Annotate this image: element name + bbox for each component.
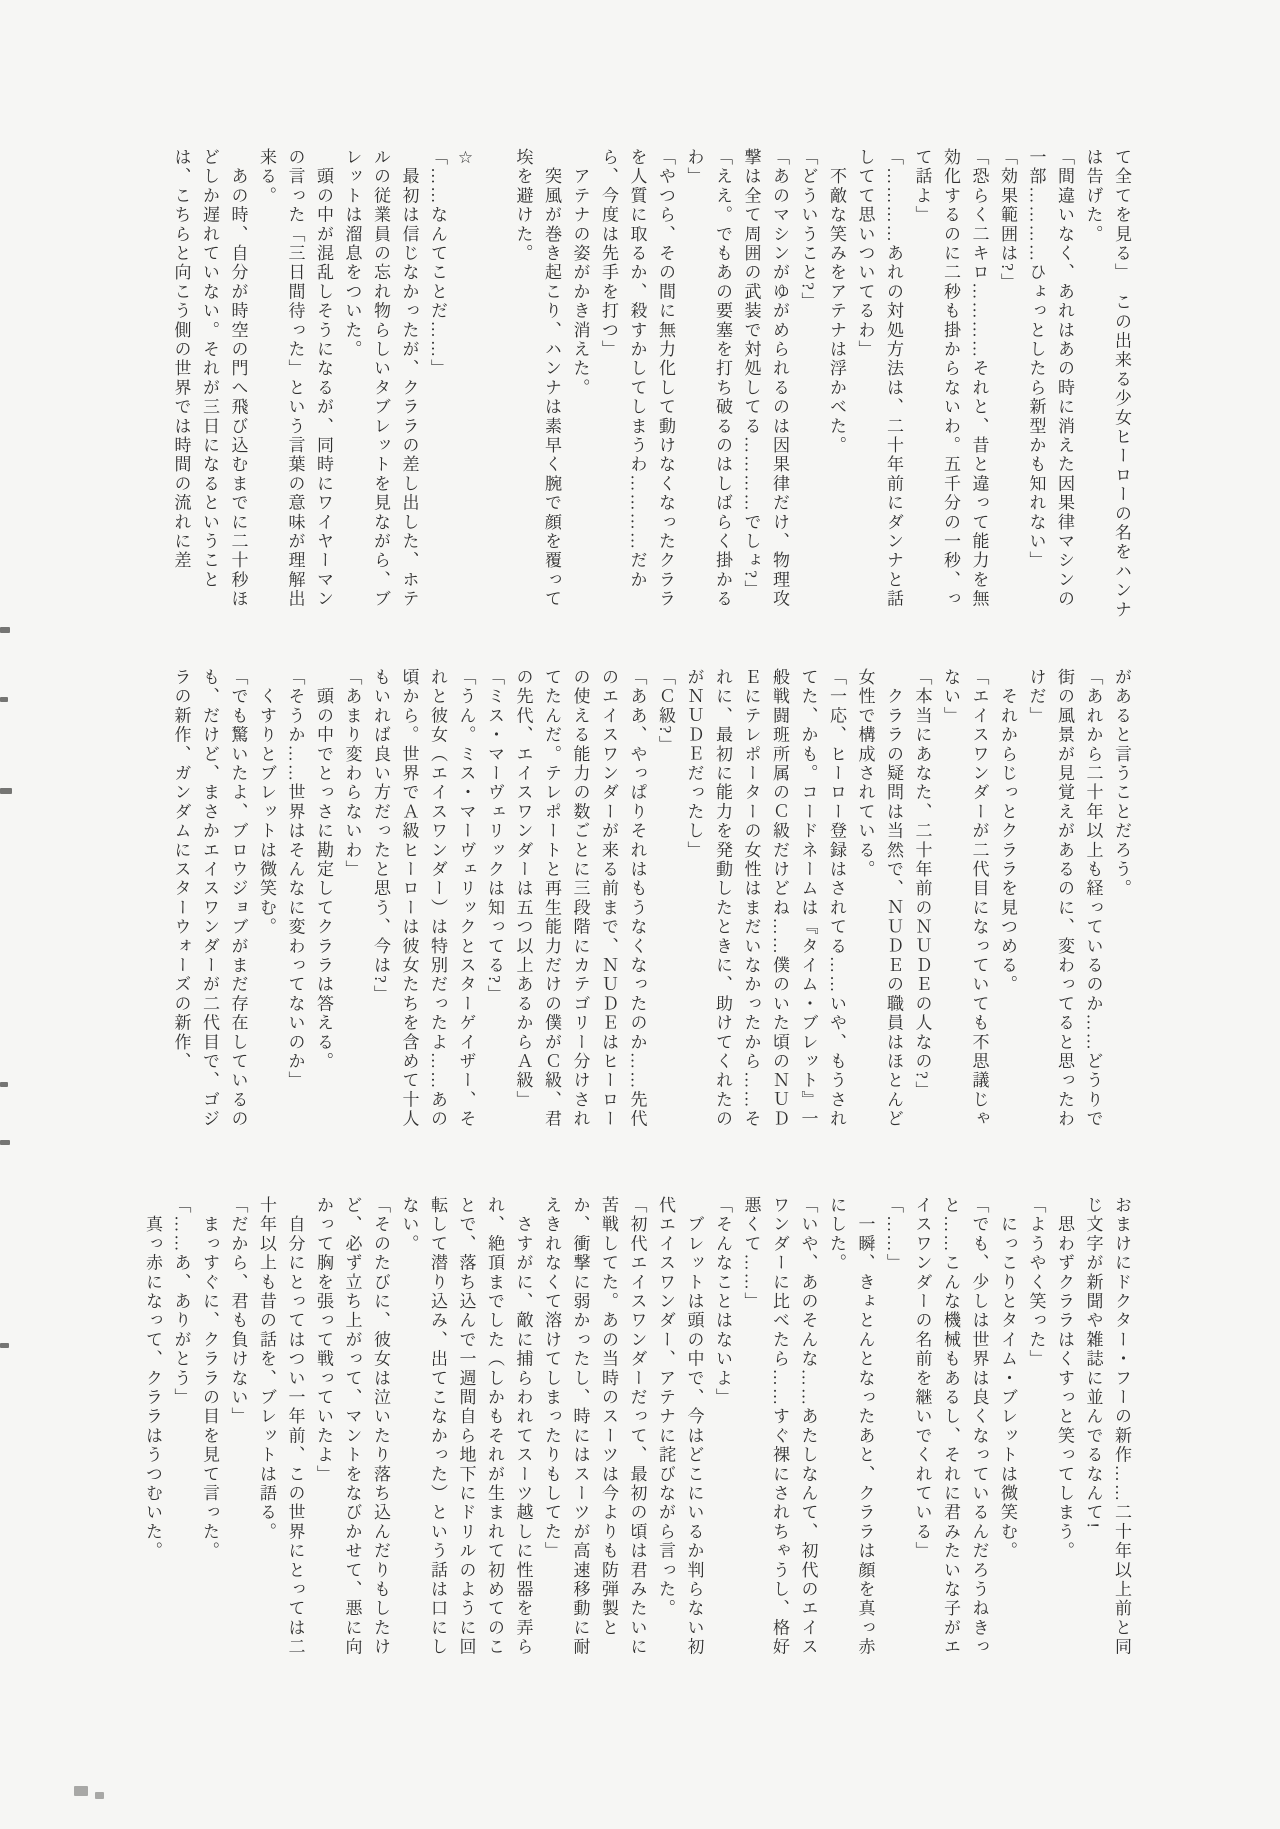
paragraph: 「あのマシンがゆがめられるのは因果律だけ、物理攻撃は全て周囲の武装で対処してる…………でしょ?」 bbox=[741, 148, 789, 609]
paragraph: 真っ赤になって、クララはうつむいた。 bbox=[143, 1196, 162, 1561]
paragraph: 「……なんてことだ……」 bbox=[428, 148, 447, 379]
paragraph: 「うん。ミス・マーヴェリックとスターゲイザー、それと彼女（エイスワンダー）は特別だったよ……あの頃から。世界でＡ級ヒーローは彼女たちを含めて十人もいれば良い方だったと思う、今は?」 bbox=[371, 668, 476, 1129]
text-band-middle bbox=[125, 668, 1135, 1140]
paragraph: 「ええ。でもあの要塞を打ち破るのはしばらく掛かるわ」 bbox=[684, 148, 732, 609]
paragraph: 「間違いなく、あれはあの時に消えた因果律マシンの一部…………ひょっとしたら新型かも知れない」 bbox=[1026, 148, 1074, 609]
text-band-bottom bbox=[125, 1196, 1135, 1668]
paragraph: 「……あ、ありがとう」 bbox=[171, 1196, 191, 1408]
paragraph: おまけにドクター・フーの新作……二十年以上前と同じ文字が新聞や雑誌に並んでるなんて! bbox=[1083, 1196, 1131, 1657]
paragraph: 一瞬、きょとんとなったあと、クララは顔を真っ赤にした。 bbox=[827, 1196, 875, 1657]
paragraph: アテナの姿がかき消えた。 bbox=[570, 148, 590, 398]
paragraph: 「エイスワンダーが二代目になっていても不思議じゃない」 bbox=[941, 668, 989, 1129]
paragraph: 「効果範囲は?」 bbox=[998, 148, 1017, 293]
paragraph: 最初は信じなかったが、クララの差し出した、ホテルの従業員の忘れ物らしいタブレットを見ながら、ブレットは溜息をついた。 bbox=[342, 148, 419, 609]
scan-artifact bbox=[0, 1343, 9, 1348]
paragraph: 「どういうこと?」 bbox=[798, 148, 818, 312]
paragraph: て全てを見る」 この出来る少女ヒーローの名をハンナは告げた。 bbox=[1083, 148, 1131, 620]
paragraph: 「そのたびに、彼女は泣いたり落ち込んだりもしたけど、必ず立ち上がって、マントをなびかせて、悪に向かって胸を張って戦っていたよ」 bbox=[314, 1196, 390, 1657]
paragraph: クララの疑問は当然で、ＮＵＤＥの職員はほとんど女性で構成されている。 bbox=[855, 668, 903, 1129]
paragraph: 不敵な笑みをアテナは浮かべた。 bbox=[827, 148, 846, 456]
paragraph: 「あれから二十年以上も経っているのか……どうりで街の風景が見覚えがあるのに、変わってると思ったわけだ」 bbox=[1026, 668, 1103, 1129]
paragraph: それからじっとクララを見つめる。 bbox=[998, 668, 1017, 995]
paragraph: 「初代エイスワンダーだって、最初の頃は君みたいに苦戦してた。あの当時のスーツは今よりも防弾製とか、衝撃に弱かったし、時にはスーツが高速移動に耐えきれなくて溶けてしまったりもしてた」 bbox=[542, 1196, 647, 1657]
paragraph: 「Ｃ級?」 bbox=[656, 668, 675, 755]
paragraph: 「でも驚いたよ、ブロウジョブがまだ存在しているのも、だけど、まさかエイスワンダーが二代目で、ゴジラの新作、ガンダムにスターウォーズの新作、 bbox=[171, 668, 248, 1129]
text-band-top bbox=[125, 148, 1135, 620]
scan-artifact bbox=[0, 788, 12, 794]
paragraph: 「一応、ヒーロー登録はされてる……いや、もうされてた、かも。コードネームは『タイム・ブレット』一般戦闘班所属のＣ級だけどね……僕のいた頃のＮＵＤＥにテレポーターの女性はまだいなかったから……それに、最初に能力を発動したときに、助けてくれたのがＮＵＤＥだったし」 bbox=[684, 668, 846, 1129]
paragraph bbox=[480, 148, 509, 620]
paragraph: 思わずクララはくすっと笑ってしまう。 bbox=[1055, 1196, 1074, 1561]
paragraph: くすりとブレットは微笑む。 bbox=[257, 668, 276, 937]
paragraph: 「……」 bbox=[884, 1196, 903, 1273]
scan-artifact bbox=[0, 1140, 10, 1145]
paragraph: あの時、自分が時空の門へ飛び込むまでに二十秒ほどしか遅れていない。それが三日になるということは、こちらと向こう側の世界では時間の流れに差 bbox=[171, 148, 248, 609]
paragraph: 「あまり変わらないわ」 bbox=[342, 668, 362, 880]
paragraph: 「ミス・マーヴェリックは知ってる?」 bbox=[485, 668, 504, 1005]
scan-artifact bbox=[74, 1786, 88, 1796]
paragraph: 頭の中が混乱しそうになるが、同時にワイヤーマンの言った「三日間待った」という言葉の意味が理解出来る。 bbox=[257, 148, 333, 609]
paragraph: まっすぐに、クララの目を見て言った。 bbox=[200, 1196, 219, 1561]
paragraph: 「そんなことはないよ」 bbox=[713, 1196, 732, 1408]
scan-artifact bbox=[95, 1792, 104, 1799]
paragraph: があると言うことだろう。 bbox=[1112, 668, 1131, 899]
paragraph: 「でも、少しは世界は良くなっているんだろうねきっと……こんな機械もあるし、それに君みたいな子がエイスワンダーの名前を継いでくれている」 bbox=[912, 1196, 989, 1657]
paragraph: さすがに、敵に捕らわれてスーツ越しに性器を弄られ、絶頂までした（しかもそれが生まれて初めてのことで、落ち込んで一週間自ら地下にドリルのように回転して潜り込み、出てこなかった）という話は口にしない。 bbox=[399, 1196, 533, 1657]
paragraph: 頭の中でとっさに勘定してクララは答える。 bbox=[314, 668, 333, 1072]
paragraph: 自分にとってはつい一年前、この世界にとっては二十年以上も昔の話を、ブレットは語る。 bbox=[257, 1196, 305, 1657]
paragraph: 「…………あれの対処方法は、二十年前にダンナと話してて思いついてるわ」 bbox=[855, 148, 903, 609]
paragraph: 「ああ、やっぱりそれはもうなくなったのか……先代のエイスワンダーが来る前まで、ＮＵＤＥはヒーローの使える能力の数ごとに三段階にカテゴリー分けされてたんだ。テレポートと再生能力だけの僕がＣ級、君の先代、エイスワンダーは五つ以上あるからＡ級」 bbox=[513, 668, 647, 1129]
paragraph: ブレットは頭の中で、今はどこにいるか判らない初代エイスワンダー、アテナに詫びながら言った。 bbox=[656, 1196, 704, 1657]
paragraph: 突風が巻き起こり、ハンナは素早く腕で顔を覆って埃を避けた。 bbox=[513, 148, 561, 609]
scan-artifact bbox=[0, 627, 10, 633]
scan-artifact bbox=[0, 1082, 8, 1087]
scene-break-star: ☆ bbox=[456, 148, 476, 171]
paragraph: 「だから、君も負けない」 bbox=[228, 1196, 248, 1427]
paragraph: 「やつら、その間に無力化して動けなくなったクララを人質に取るか、殺すかしてしまうわ…………だから、今度は先手を打つ」 bbox=[599, 148, 675, 609]
scan-artifact bbox=[0, 697, 8, 702]
paragraph: 「いや、あのそんな……あたしなんて、初代のエイスワンダーに比べたら……すぐ裸にされちゃうし、格好悪くて……」 bbox=[741, 1196, 818, 1657]
paragraph: 「本当にあなた、二十年前のＮＵＤＥの人なの?」 bbox=[912, 668, 932, 1101]
paragraph: 「ようやく笑った」 bbox=[1026, 1196, 1046, 1369]
paragraph: にっこりとタイム・ブレットは微笑む。 bbox=[998, 1196, 1017, 1561]
paragraph: 「そうか……世界はそんなに変わってないのか」 bbox=[285, 668, 305, 1091]
paragraph: 「恐らく二キロ…………それと、昔と違って能力を無効化するのに二秒も掛からないわ。五千分の一秒、って話よ」 bbox=[912, 148, 989, 609]
